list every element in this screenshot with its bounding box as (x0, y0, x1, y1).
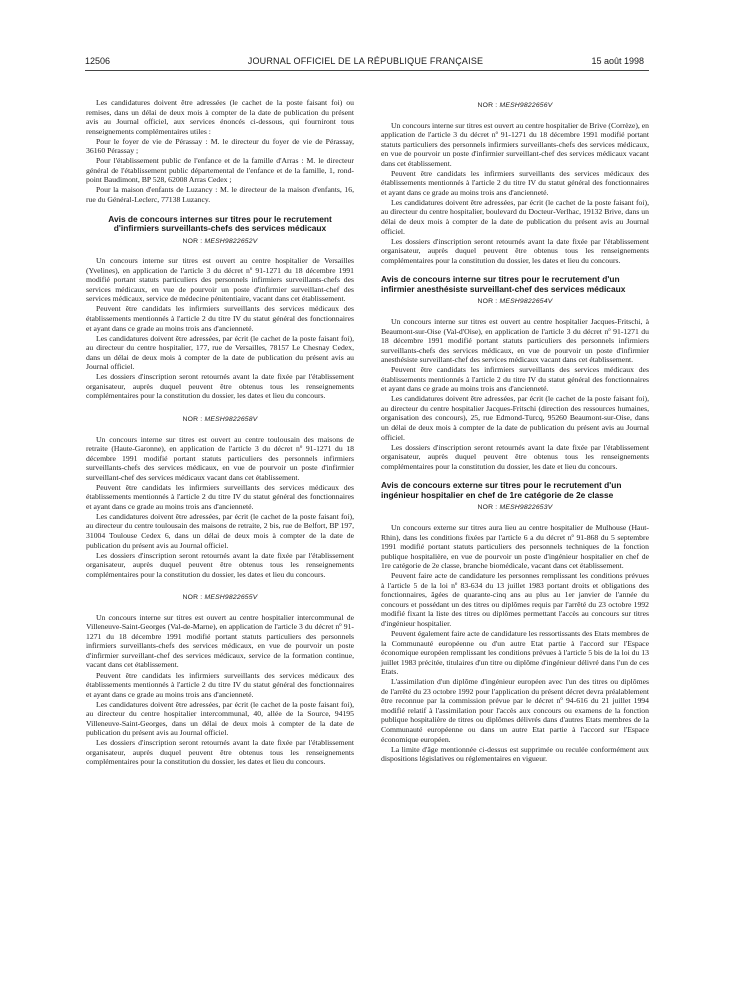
nor-reference (381, 503, 649, 513)
page-number: 12506 (85, 56, 111, 66)
section-title: Avis de concours internes sur titres pour le recrutement d'infirmiers surveillants-chefs des services médicaux (108, 213, 332, 234)
nor-reference (381, 297, 649, 307)
left-column (86, 98, 354, 768)
issue-date: 15 août 1998 (591, 56, 644, 66)
paragraph: Peuvent être candidats les infirmiers surveillants des services médicaux des établissements mentionnés à l'article 2 du titre IV du statut général des fonctionnaires et ayant dans ce grade au moins trois ans d'ancienneté. (381, 365, 649, 394)
paragraph: Les dossiers d'inscription seront retournés avant la date fixée par l'établissement organisateur, auprès duquel peuvent être obtenus tous les renseignements complémentaires pour la constitution du dossier, les dates et lieu du concours. (86, 372, 354, 401)
paragraph: Les candidatures doivent être adressées (le cachet de la poste faisant foi) ou remises, dans un délai de deux mois à compter de la date de publication du présent avis au Journal officiel, aux services énoncés ci-dessous, qui fourniront tous renseignements complémentaires utiles : (86, 98, 354, 136)
nor-reference (86, 593, 354, 603)
section-title: Avis de concours externe sur titres pour le recrutement d'un ingénieur hospitalier en chef de 1re catégorie de 2e classe (381, 480, 622, 500)
paragraph: Un concours interne sur titres est ouvert au centre hospitalier de Brive (Corrèze), en application de l'article 3 du décret nº 91-1271 du 18 décembre 1991 modifié portant statuts particuliers des personnels infirmiers surveillants-chefs des services médicaux, en vue de pourvoir un poste d'infirmier surveillant-chef des services médicaux vacant dans cet établissement. (381, 120, 649, 168)
nor-label: NOR : (182, 594, 203, 602)
journal-title: JOURNAL OFFICIEL DE LA RÉPUBLIQUE FRANÇAISE (247, 56, 484, 66)
paragraph: Peuvent faire acte de candidature les personnes remplissant les conditions prévues à l'article 5 de la loi nº 83-634 du 13 juillet 1983 portant droits et obligations des fonctionnaires, âgées de quarante-cinq ans au plus au 1er janvier de l'année du concours et possédant un des titres ou diplômes requis par l'arrêté du 23 octobre 1992 modifié fixant la liste des titres ou diplômes permettant l'accès au concours sur titres d'ingénieur hospitalier. (381, 571, 649, 628)
paragraph: Pour la maison d'enfants de Luzancy : M. le directeur de la maison d'enfants, 16, rue du Général-Leclerc, 77138 Luzancy. (86, 185, 354, 204)
nor-label: NOR : (182, 415, 203, 423)
paragraph: Les candidatures doivent être adressées, par écrit (le cachet de la poste faisant foi), au directeur du centre hospitalier Jacques-Fritschi (direction des ressources humaines, organisation des concours), 25, rue Edmond-Turcq, 95260 Beaumont-sur-Oise, dans un délai de deux mois à compter de la date de publication du présent avis au Journal officiel. (381, 394, 649, 442)
paragraph: Les candidatures doivent être adressées, par écrit (le cachet de la poste faisant foi), au directeur du centre hospitalier intercommunal, 40, allée de la Source, 94195 Villeneuve-Saint-Georges, dans un délai de deux mois à compter de la date de publication du présent avis au Journal officiel. (86, 699, 354, 738)
notice (381, 503, 649, 763)
nor-code: MESH9822652V (204, 237, 258, 245)
paragraph: Peuvent être candidats les infirmiers surveillants des services médicaux des établissements mentionnés à l'article 2 du titre IV du statut général des fonctionnaires et ayant dans ce grade au moins trois ans d'ancienneté. (86, 482, 354, 511)
paragraph: Un concours interne sur titres est ouvert au centre hospitalier intercommunal de Villeneuve-Saint-Georges (Val-de-Marne), en application de l'article 3 du décret nº 91-1271 du 18 décembre 1991 modifié portant statuts particuliers des personnels infirmiers surveillants-chefs des services médicaux, en vue de pourvoir un poste d'infirmier surveillant-chef des services médicaux, service de la formation continue, vacant dans cet établissement. (86, 612, 354, 670)
paragraph: Les dossiers d'inscription seront retournés avant la date fixée par l'établissement organisateur, auprès duquel peuvent être obtenus tous les renseignements complémentaires pour la constitution du dossier, les dates et lieu du concours. (86, 550, 354, 579)
paragraph: Un concours interne sur titres est ouvert au centre hospitalier Jacques-Fritschi, à Beaumont-sur-Oise (Val-d'Oise), en application de l'article 3 du décret nº 91-1271 du 18 décembre 1991 modifié portant statuts particuliers des personnels infirmiers surveillants-chefs des services médicaux, en vue de pourvoir un poste d'infirmier anesthésiste surveillant-chef des services médicaux vacant dans cet établissement. (381, 316, 649, 365)
paragraph: La limite d'âge mentionnée ci-dessus est supprimée ou reculée conformément aux dispositions législatives ou réglementaires en vigueur. (381, 744, 649, 764)
paragraph: Pour le foyer de vie de Pérassay : M. le directeur du foyer de vie de Pérassay, 36160 Pérassay ; (86, 136, 354, 156)
paragraph: Un concours interne sur titres est ouvert au centre hospitalier de Versailles (Yvelines), en application de l'article 3 du décret nº 91-1271 du 18 décembre 1991 modifié portant statuts particuliers des personnels infirmiers surveillants-chefs des services médicaux, en vue de pourvoir un poste d'infirmier surveillant-chef des services médicaux, service de médecine pénitentiaire, vacant dans cet établissement. (86, 256, 354, 304)
paragraph: Un concours externe sur titres aura lieu au centre hospitalier de Mulhouse (Haut-Rhin), dans les conditions fixées par l'article 6 a du décret nº 91-868 du 5 septembre 1991 modifié portant statuts particuliers des personnels techniques de la fonction publique hospitalière, en vue de pourvoir un poste d'ingénieur hospitalier en chef de 1re catégorie de 2e classe, branche biomédicale, vacant dans cet établissement. (381, 522, 649, 571)
paragraph: Pour l'établissement public de l'enfance et de la famille d'Arras : M. le directeur général de l'établissement public départemental de l'enfance et de la famille, 1, rond-point Baudimont, BP 528, 62008 Arras Cedex ; (86, 156, 354, 185)
paragraph: Un concours interne sur titres est ouvert au centre toulousain des maisons de retraite (Haute-Garonne), en application de l'article 3 du décret nº 91-1271 du 18 décembre 1991 modifié portant statuts particuliers des personnels infirmiers surveillants-chefs des services médicaux, en vue de pourvoir un poste d'infirmier surveillant-chef des services médicaux vacant dans cet établissement. (86, 434, 354, 482)
paragraph: Les dossiers d'inscription seront retournés avant la date fixée par l'établissement organisateur, auprès duquel peuvent être obtenus tous les renseignements complémentaires pour la constitution du dossier, les date et lieu du concours. (381, 442, 649, 471)
nor-code: MESH9822653V (499, 504, 553, 512)
paragraph: Peuvent être candidats les infirmiers surveillants des services médicaux des établissements mentionnés à l'article 2 du titre IV du statut général des fonctionnaires et ayant dans ce grade au moins trois ans d'ancienneté. (86, 304, 354, 333)
right-column (381, 98, 649, 764)
paragraph: Les candidatures doivent être adressées, par écrit (le cachet de la poste faisant foi), au directeur du centre hospitalier, boulevard du Docteur-Verlhac, 19132 Brive, dans un délai de deux mois à compter de la date de publication du présent avis au Journal officiel. (381, 197, 649, 236)
nor-label: NOR : (477, 298, 498, 306)
paragraph: Les dossiers d'inscription seront retournés avant la date fixée par l'établissement organisateur, auprès duquel peuvent être obtenus tous les renseignements complémentaires pour la constitution du dossier, les dates et lieu du concours. (86, 738, 354, 767)
page-header (0, 56, 731, 70)
paragraph: Les candidatures doivent être adressées, par écrit (le cachet de la poste faisant foi), au directeur du centre toulousain des maisons de retraite, 2 bis, rue de Belfort, BP 197, 31004 Toulouse Cedex 6, dans un délai de deux mois à compter de la date de publication du présent avis au Journal officiel. (86, 511, 354, 550)
nor-code: MESH9822654V (499, 298, 553, 306)
notice (86, 593, 354, 767)
paragraph: Peuvent être candidats les infirmiers surveillants des services médicaux des établissements mentionnés à l'article 2 du titre IV du statut général des fonctionnaires et ayant dans ce grade au moins trois ans d'ancienneté. (86, 670, 354, 699)
nor-label: NOR : (182, 237, 203, 245)
nor-label: NOR : (477, 504, 498, 512)
paragraph: L'assimilation d'un diplôme d'ingénieur européen avec l'un des titres ou diplômes de l'arrêté du 23 octobre 1992 pour l'application du présent décret devra préalablement être reconnue par la commission prévue par le décret nº 94-616 du 21 juillet 1994 modifié relatif à l'assimilation pour l'accès aux concours ou examens de la fonction publique hospitalière de titres ou diplômes délivrés dans d'autres Etats membres de la Communauté européenne ou dans un autre Etat partie à l'accord sur l'Espace économique européen. (381, 677, 649, 744)
notice (86, 237, 354, 401)
paragraph: Les candidatures doivent être adressées, par écrit (le cachet de la poste faisant foi), au directeur du centre hospitalier, 177, rue de Versailles, 78157 Le Chesnay Cedex, dans un délai de deux mois à compter de la date de publication du présent avis au Journal officiel. (86, 333, 354, 372)
nor-reference (86, 415, 354, 425)
notice (381, 297, 649, 471)
nor-code: MESH9822655V (204, 594, 258, 602)
header-rule (85, 70, 649, 71)
nor-code: MESH9822656V (499, 102, 553, 109)
nor-code: MESH9822658V (204, 415, 258, 423)
nor-reference (86, 237, 354, 247)
paragraph: Peuvent également faire acte de candidature les ressortissants des Etats membres de la Communauté européenne ou d'un autre Etat partie à l'accord sur l'Espace économique européen remplissant les conditions prévues à l'article 5 bis de la loi du 13 juillet 1983 précitée, titulaires d'un titre ou diplôme d'ingénieur délivré dans l'un de ces Etats. (381, 628, 649, 677)
paragraph: Peuvent être candidats les infirmiers surveillants des services médicaux des établissements mentionnés à l'article 2 du titre IV du statut général des fonctionnaires et ayant dans ce grade au moins trois ans d'ancienneté. (381, 168, 649, 197)
notice (86, 415, 354, 579)
intro-section (86, 98, 354, 205)
nor-reference (381, 101, 649, 111)
section-title: Avis de concours interne sur titres pour le recrutement d'un infirmier anesthésiste surveillant-chef des services médicaux (381, 274, 626, 294)
nor-label: NOR : (477, 102, 498, 109)
paragraph: Les dossiers d'inscription seront retournés avant la date fixée par l'établissement organisateur, auprès duquel peuvent être obtenus tous les renseignements complémentaires pour la constitution du dossier, les dates et lieu du concours. (381, 236, 649, 265)
notice (381, 101, 649, 265)
